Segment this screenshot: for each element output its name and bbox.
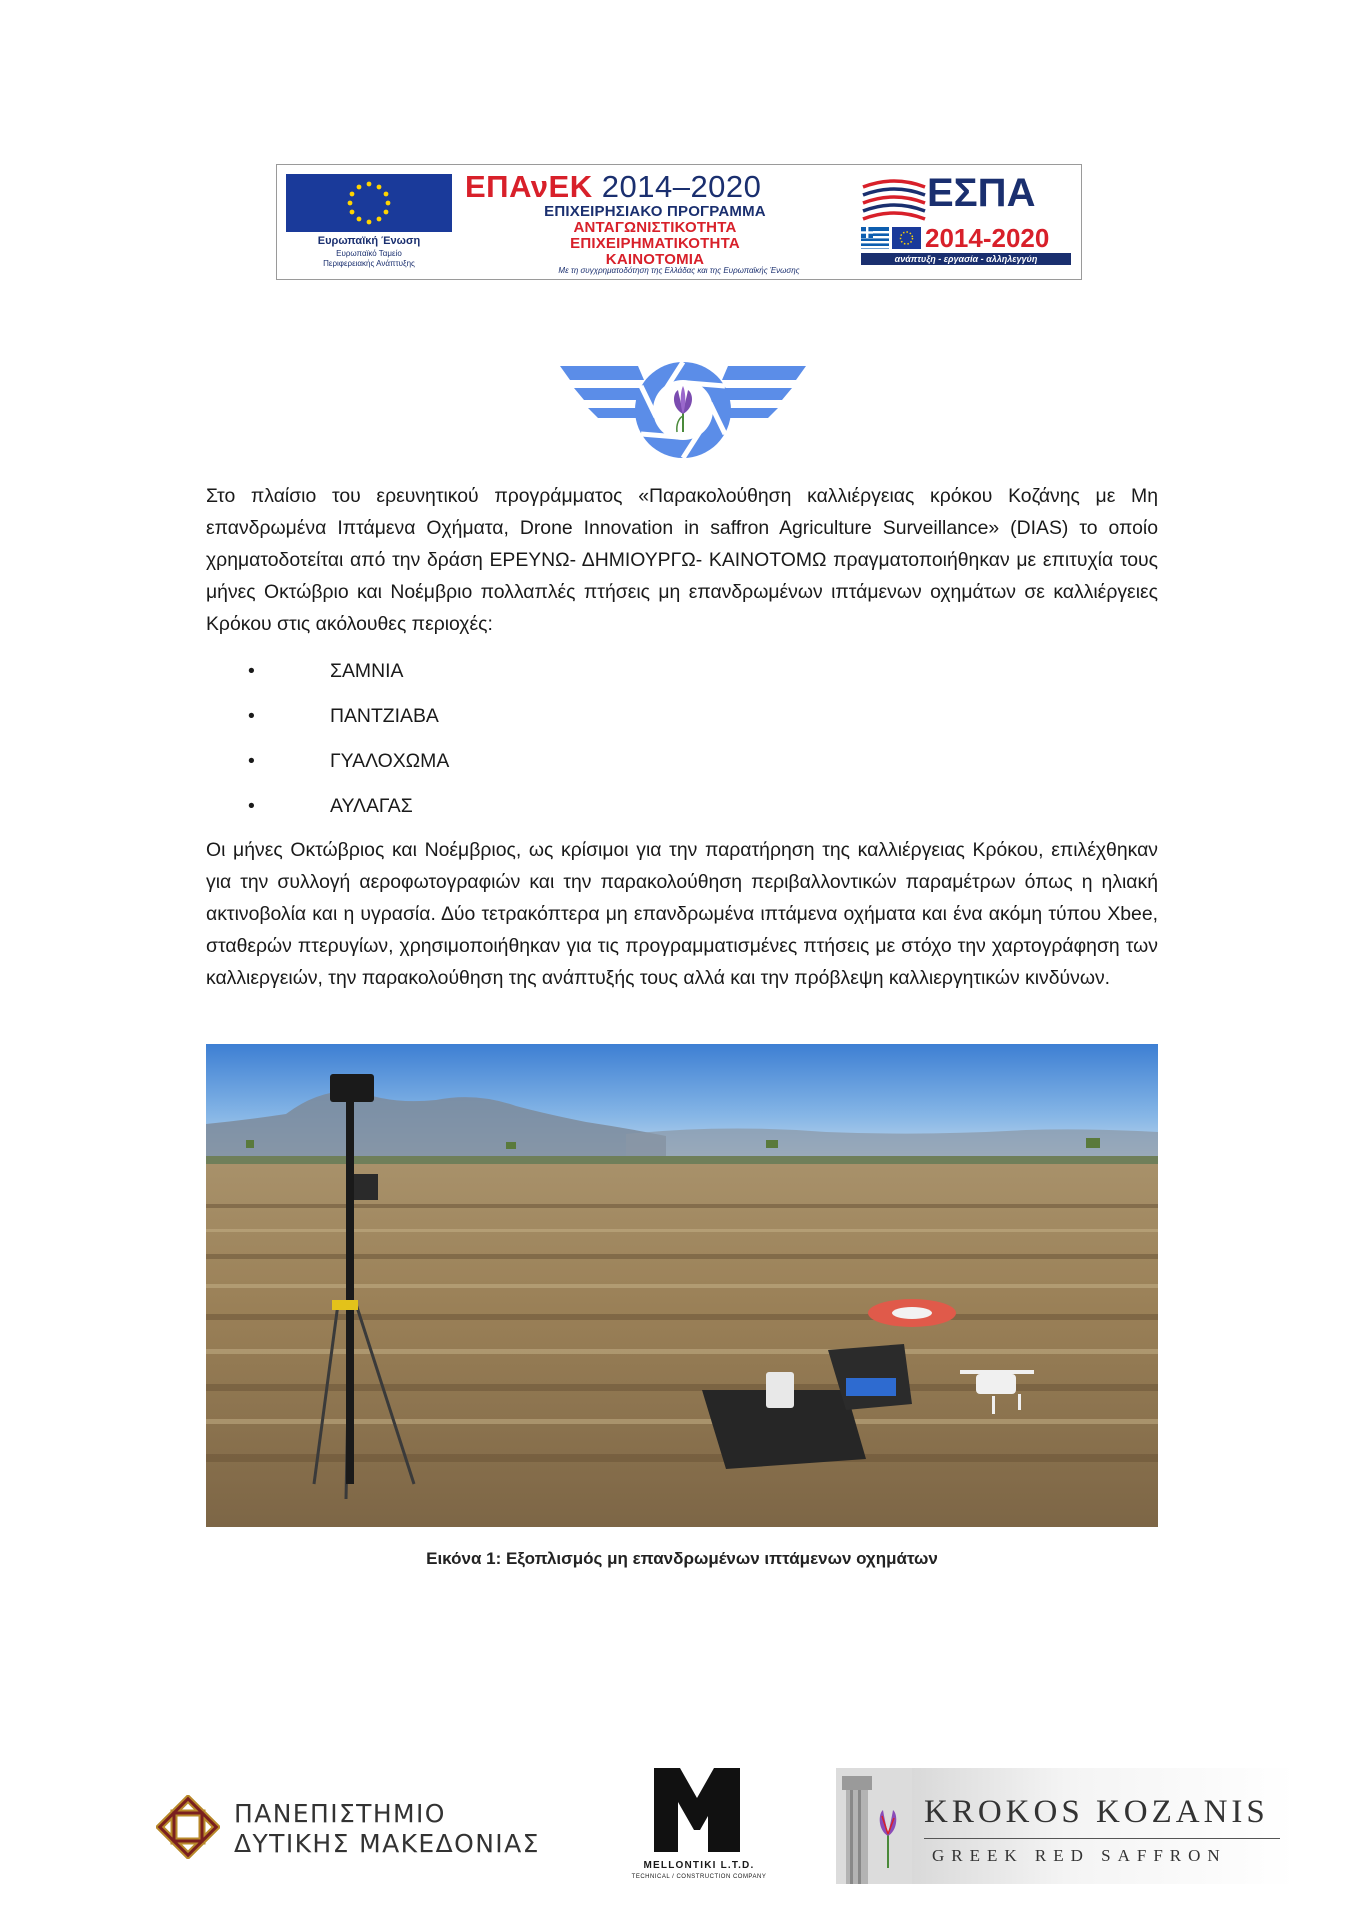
list-item — [206, 790, 806, 835]
bullet-icon: • — [248, 750, 255, 772]
equipment-paragraph: Οι μήνες Οκτώβριος και Νοέμβριος, ως κρίσιμοι για την παρατήρηση της καλλιέργειας Κρόκου, επιλέχθηκαν για την συλλογή αεροφωτογραφιών και την παρακολούθηση περιβαλλοντικών παραμέτρων όπως η ηλιακή ακτινοβολία και η υγρασία. Δύο τετρακόπτερα μη επανδρωμένα ιπτάμενα οχήματα και ένα ακόμη τύπου Xbee, σταθερών πτερυγίων, χρησιμοποιήθηκαν για τις προγραμματισμένες πτήσεις με στόχο την χαρτογράφηση των καλλιεργειών, την παρακολούθηση της ανάπτυξής τους αλλά και την πρόβλεψη καλλιεργητικών κινδύνων. — [206, 839, 1158, 989]
espa-waves-icon — [859, 173, 929, 223]
espa-title: ΕΣΠΑ — [927, 171, 1036, 215]
area-name: ΣΑΜΝΙΑ — [330, 660, 404, 682]
area-name: ΓΥΑΛΟΧΩΜΑ — [330, 750, 450, 772]
intro-paragraph: Στο πλαίσιο του ερευνητικού προγράμματος «Παρακολούθηση καλλιέργειας κρόκου Κοζάνης με Μη επανδρωμένα Ιπτάμενα Οχήματα, Drone Innovation in saffron Agriculture Surveillance» (DIAS) το οποίο χρηματοδοτείται από την δράση ΕΡΕΥΝΩ- ΔΗΜΙΟΥΡΓΩ- ΚΑΙΝΟΤΟΜΩ πραγματοποιήθηκαν με επιτυχία τους μήνες Οκτώβριο και Νοέμβριο πολλαπλές πτήσεις μη επανδρωμένων ιπτάμενων οχημάτων σε καλλιέργειες Κρόκου στις ακόλουθες περιοχές: — [206, 485, 1158, 635]
list-item — [206, 655, 806, 700]
epanek-years: 2014–2020 — [601, 169, 762, 204]
list-item — [206, 700, 806, 745]
eu-flag-icon — [286, 174, 452, 232]
university-name-line2: ΔΥΤΙΚΗΣ ΜΑΚΕΔΟΝΙΑΣ — [234, 1829, 540, 1858]
area-name: ΠΑΝΤΖΙΑΒΑ — [330, 705, 439, 727]
cofunding-note: Με τη συγχρηματοδότηση της Ελλάδας και της Ευρωπαϊκής Ένωσης — [558, 266, 800, 275]
saffron-column-icon — [836, 1768, 912, 1884]
epanek-name: ΕΠΑνΕΚ — [465, 169, 593, 204]
weather-sensor — [330, 1074, 374, 1102]
mellontiki-logo — [624, 1768, 774, 1888]
field-equipment-photo — [206, 1044, 1158, 1527]
funding-banner — [276, 164, 1082, 280]
epanek-line1: ΕΠΙΧΕΙΡΗΣΙΑΚΟ ΠΡΟΓΡΑΜΜΑ — [544, 203, 766, 220]
epanek-line4: ΚΑΙΝΟΤΟΜΙΑ — [605, 251, 705, 268]
area-name: ΑΥΛΑΓΑΣ — [330, 795, 413, 817]
areas-list — [206, 655, 806, 835]
bullet-icon: • — [248, 795, 255, 817]
krokos-subtitle: GREEK RED SAFFRON — [932, 1846, 1227, 1865]
krokos-kozanis-logo — [836, 1768, 1296, 1884]
university-name — [234, 1799, 540, 1859]
figure-caption: Εικόνα 1: Εξοπλισμός μη επανδρωμένων ιπτάμενων οχημάτων — [426, 1549, 938, 1568]
epanek-title — [465, 169, 761, 205]
epanek-line2: ΑΝΤΑΓΩΝΙΣΤΙΚΟΤΗΤΑ — [573, 219, 737, 236]
bullet-icon: • — [248, 660, 255, 682]
mellontiki-subtitle: TECHNICAL / CONSTRUCTION COMPANY — [631, 1874, 767, 1880]
gr-eu-flags-icon — [861, 227, 921, 249]
university-logo — [156, 1795, 546, 1861]
eu-name: Ευρωπαϊκή Ένωση — [317, 235, 421, 247]
mellontiki-name: MELLONTIKI L.T.D. — [643, 1860, 755, 1871]
espa-years-row — [861, 225, 1071, 251]
eu-fund-line1: Ευρωπαϊκό Ταμείο — [336, 249, 402, 258]
bullet-icon: • — [248, 705, 255, 727]
epanek-line3: ΕΠΙΧΕΙΡΗΜΑΤΙΚΟΤΗΤΑ — [570, 235, 740, 252]
espa-years: 2014-2020 — [925, 223, 1050, 253]
krokos-divider — [924, 1838, 1280, 1839]
university-name-line1: ΠΑΝΕΠΙΣΤΗΜΙΟ — [234, 1799, 446, 1828]
espa-slogan: ανάπτυξη - εργασία - αλληλεγγύη — [861, 253, 1071, 265]
list-item — [206, 745, 806, 790]
mellontiki-m-icon — [650, 1768, 744, 1852]
eu-fund-line2: Περιφερειακής Ανάπτυξης — [323, 259, 415, 268]
krokos-title: KROKOS KOZANIS — [924, 1794, 1269, 1830]
university-knot-icon — [156, 1795, 220, 1859]
dias-project-logo-icon — [560, 358, 806, 462]
